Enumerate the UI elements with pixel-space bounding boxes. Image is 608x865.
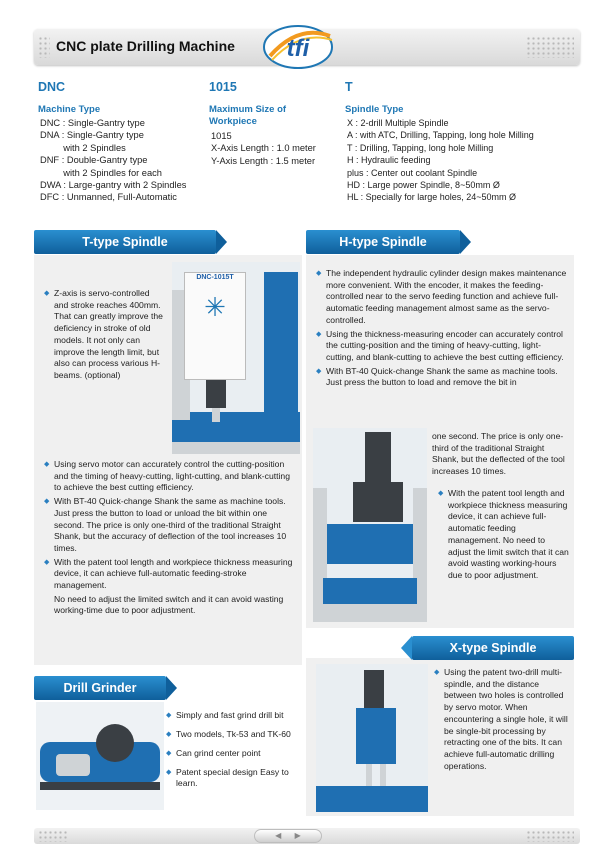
h-type-machine-photo xyxy=(313,428,427,622)
bullet-icon: ◆ xyxy=(44,558,50,566)
spindle-type-list xyxy=(347,117,534,204)
logo-text: tfi xyxy=(286,35,310,62)
machine-type-label: Machine Type xyxy=(38,104,101,115)
size-label-1: Maximum Size of xyxy=(209,104,287,115)
spindle-type-line: HD : Large power Spindle, 8~50mm Ø xyxy=(347,180,500,191)
t-type-bullet: Using servo motor can accurately control the cutting-position and the timing of heavy-cutting, light-cutting, and blank-cutting to achieve the best cutting efficiency. xyxy=(54,459,290,493)
machine-code: DNC xyxy=(38,80,66,94)
drill-grinder-bullet: Patent special design Easy to learn. xyxy=(176,767,289,788)
spindle-type-label: Spindle Type xyxy=(345,104,404,115)
t-type-bullet: With the patent tool length and workpiece thickness measuring device, it can achieve full-automatic feeding-stroke management. xyxy=(54,556,293,591)
h-type-cont-text: one second. The price is only one-third of the traditional Straight Shank, but the deflected of the tool increases 10 times. xyxy=(432,431,565,477)
t-type-machine-photo xyxy=(172,262,300,454)
h-type-bullet: Using the thickness-measuring encoder can accurately control the cutting-position and the timing of heavy-cutting, light-cutting, and blank-cutting to achieve the best cutting efficiency. xyxy=(326,328,564,362)
machine-type-line: DNA : Single-Gantry type xyxy=(40,130,144,141)
prev-page-icon[interactable]: ◀ xyxy=(275,831,282,840)
spindle-type-line: plus : Center out coolant Spindle xyxy=(347,167,478,178)
h-type-last-bullet: With the patent tool length and workpiece thickness measuring device, it can achieve full-automatic feeding management. No need to adjust the limit switch that it can avoid wasting working-hours due to poor adjustment. xyxy=(448,488,569,580)
spindle-type-line: HL : Specially for large holes, 24~50mm Ø xyxy=(347,192,516,203)
size-line: Y-Axis Length : 1.5 meter xyxy=(211,155,316,166)
machine-type-line: with 2 Spindles xyxy=(40,142,126,153)
size-line: 1015 xyxy=(211,131,232,141)
h-type-bullet: The independent hydraulic cylinder design makes maintenance more convenient. With the encoder, it makes the feeding-controlled near to the servo feeding function and achieve full-automatic feeding management almost same as the servo-controlled. xyxy=(326,268,567,325)
t-type-bullets xyxy=(44,459,296,619)
bullet-icon: ◆ xyxy=(166,750,172,757)
bullet-icon: ◆ xyxy=(44,498,50,506)
header-dots-left xyxy=(38,36,50,58)
h-type-banner: H-type Spindle xyxy=(306,230,460,254)
footer-dots-right xyxy=(526,830,574,842)
machine-type-line: DWA : Large-gantry with 2 Spindles xyxy=(40,180,187,191)
bullet-icon: ◆ xyxy=(316,367,322,375)
machine-type-line: with 2 Spindles for each xyxy=(40,167,162,178)
spindle-type-line: T : Drilling, Tapping, long hole Milling xyxy=(347,142,494,153)
machine-type-line: DNC : Single-Gantry type xyxy=(40,118,145,128)
x-type-machine-photo xyxy=(316,664,428,812)
bullet-icon: ◆ xyxy=(166,712,172,719)
spindle-type-line: A : with ATC, Drilling, Tapping, long hole Milling xyxy=(347,130,534,141)
header-dots-right xyxy=(526,36,574,58)
t-type-extra-text: No need to adjust the limited switch and it can avoid wasting working-time due to poor adjustment. xyxy=(54,593,284,616)
footer-dots-left xyxy=(38,830,68,842)
h-type-last-bullet-block xyxy=(438,488,570,584)
spindle-code: T xyxy=(345,80,353,94)
size-code: 1015 xyxy=(209,80,237,94)
t-type-banner: T-type Spindle xyxy=(34,230,216,254)
spindle-type-line: X : 2-drill Multiple Spindle xyxy=(347,118,449,128)
h-type-continued xyxy=(432,431,572,478)
bullet-icon: ◆ xyxy=(316,330,322,338)
drill-grinder-bullet: Can grind center point xyxy=(176,748,261,758)
bullet-icon: ◆ xyxy=(166,731,172,738)
size-line: X-Axis Length : 1.0 meter xyxy=(211,143,316,154)
tfi-logo xyxy=(260,22,336,72)
x-type-text: Using the patent two-drill multi-spindle, and the distance between two holes is controlled by servo motor. When encountering a single hole, it will be single-bit processing by retracting one of the bits. It can achieve full-automatic drilling operations. xyxy=(444,667,568,771)
bullet-icon: ◆ xyxy=(166,769,172,776)
drill-grinder-bullets xyxy=(166,710,302,791)
size-label-2: Workpiece xyxy=(209,116,257,127)
machine-type-list xyxy=(40,117,186,204)
x-type-text-block xyxy=(434,667,572,774)
asterisk-logo-icon: ✳ xyxy=(204,292,226,322)
drill-grinder-bullet: Two models, Tk-53 and TK-60 xyxy=(176,729,291,739)
bullet-icon: ◆ xyxy=(438,490,444,497)
x-type-banner: X-type Spindle xyxy=(412,636,574,660)
spindle-type-line: H : Hydraulic feeding xyxy=(347,155,431,166)
bullet-icon: ◆ xyxy=(434,669,440,676)
h-type-bullets xyxy=(316,268,568,391)
page-title: CNC plate Drilling Machine xyxy=(56,38,235,54)
machine-model-label: DNC-1015T xyxy=(196,274,234,281)
page-nav[interactable] xyxy=(254,829,322,843)
machine-type-line: DNF : Double-Gantry type xyxy=(40,155,148,166)
machine-type-line: DFC : Unmanned, Full-Automatic xyxy=(40,192,177,203)
next-page-icon[interactable]: ▶ xyxy=(294,831,301,840)
t-type-bullet: With BT-40 Quick-change Shank the same as machine tools. Just press the button to load or unload the bit within one second. The price is only one-third of the traditional Straight Shank, but the accuracy of deflection of the tool increases 10 times. xyxy=(54,496,287,553)
h-type-bullet: With BT-40 Quick-change Shank the same as machine tools. Just press the button to load and remove the bit in xyxy=(326,365,558,388)
t-type-side-text-block xyxy=(44,288,166,384)
bullet-icon: ◆ xyxy=(44,290,50,297)
bullet-icon: ◆ xyxy=(316,270,322,277)
t-type-side-text: Z-axis is servo-controlled and stroke reaches 400mm. That can greatly improve the deficiency in stroke of old models. It not only can improve the length limit, but also can process various H-beams. (optional) xyxy=(54,288,163,380)
drill-grinder-banner: Drill Grinder xyxy=(34,676,166,700)
size-list xyxy=(211,130,316,167)
bullet-icon: ◆ xyxy=(44,461,50,468)
drill-grinder-photo xyxy=(36,702,164,810)
drill-grinder-bullet: Simply and fast grind drill bit xyxy=(176,710,284,720)
